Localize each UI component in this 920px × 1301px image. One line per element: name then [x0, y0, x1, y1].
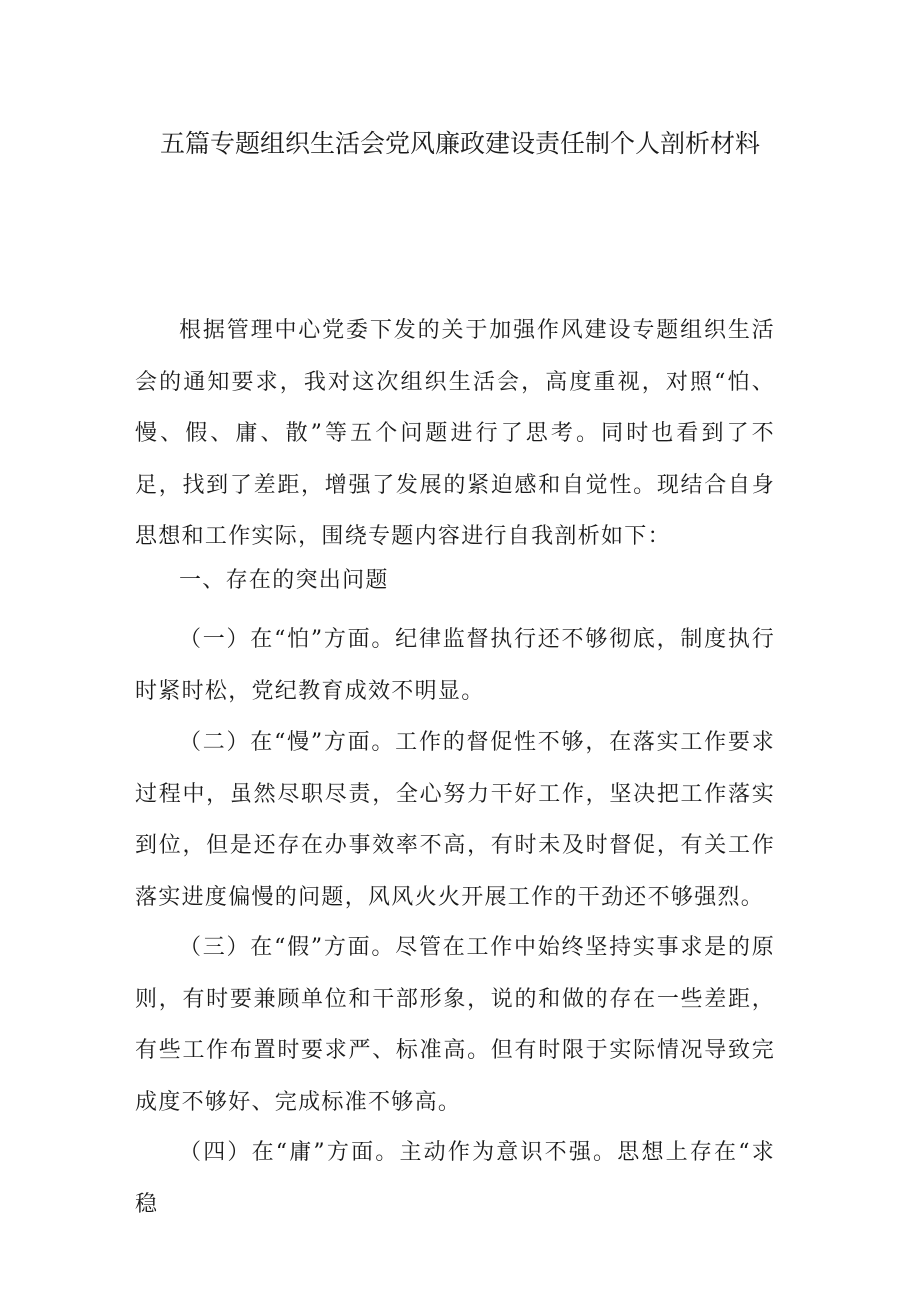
item-paragraph-1 [135, 614, 775, 717]
paragraph-text: 根据管理中心党委下发的关于加强作风建设专题组织生活会的通知要求，我对这次组织生活会，高度重视，对照“怕、慢、假、庸、散”等五个问题进行了思考。同时也看到了不足，找到了差距，增强了发展的紧迫感和自觉性。现结合自身思想和工作实际，围绕专题内容进行自我剖析如下： [135, 318, 775, 549]
item-paragraph-4 [135, 1127, 775, 1230]
section-heading [135, 555, 775, 607]
item-paragraph-2 [135, 717, 775, 923]
document-title: 五篇专题组织生活会党风廉政建设责任制个人剖析材料 [159, 129, 760, 158]
paragraph-text: （一）在“怕”方面。纪律监督执行还不够彻底，制度执行时紧时松，党纪教育成效不明显。 [135, 627, 775, 704]
paragraph-text: （三）在“假”方面。尽管在工作中始终坚持实事求是的原则，有时要兼顾单位和干部形象，说的和做的存在一些差距，有些工作布置时要求严、标准高。但有时限于实际情况导致完成度不够好、完成标准不够高。 [135, 935, 775, 1115]
item-paragraph-3 [135, 922, 775, 1128]
intro-paragraph [135, 305, 775, 563]
paragraph-text: （四）在“庸”方面。主动作为意识不强。思想上存在“求稳 [135, 1140, 775, 1217]
section-heading-text: 一、存在的突出问题 [179, 568, 389, 593]
paragraph-text: （二）在“慢”方面。工作的督促性不够，在落实工作要求过程中，虽然尽职尽责，全心努力干好工作，坚决把工作落实到位，但是还存在办事效率不高，有时未及时督促，有关工作落实进度偏慢的问题，风风火火开展工作的干劲还不够强烈。 [135, 730, 775, 910]
